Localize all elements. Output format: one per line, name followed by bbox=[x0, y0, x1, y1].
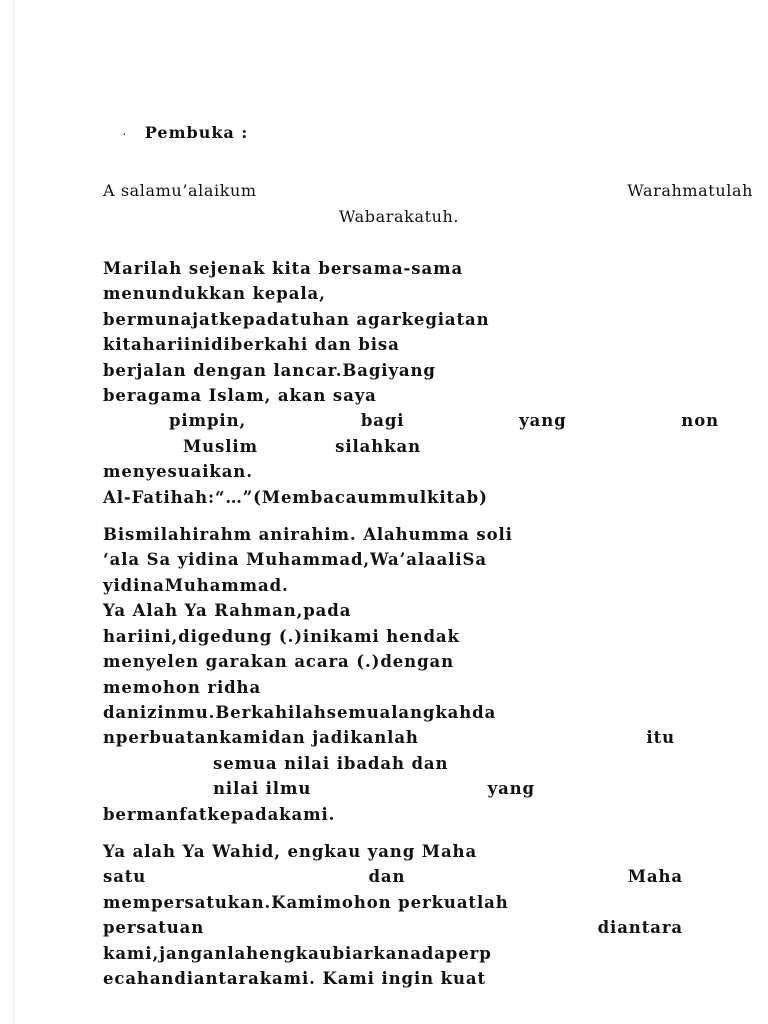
text-line bbox=[103, 624, 683, 649]
text-segment: hariini,digedung (.)inikami hendak bbox=[103, 626, 460, 646]
text-segment: menyesuaikan. bbox=[103, 462, 253, 482]
page-edge-line bbox=[13, 0, 14, 1024]
text-segment: ‘ala Sa yidina Muhammad,Wa’alaaliSa bbox=[103, 550, 487, 570]
text-segment: bagi bbox=[360, 411, 405, 431]
text-segment: bermanfatkepadakami. bbox=[103, 804, 336, 824]
text-line bbox=[103, 256, 683, 281]
text-line bbox=[103, 485, 683, 510]
text-line bbox=[103, 307, 683, 332]
text-segment: nperbuatankamidan jadikanlah bbox=[103, 728, 419, 748]
text-line bbox=[103, 864, 683, 889]
text-line bbox=[103, 547, 683, 572]
text-line bbox=[103, 802, 683, 827]
heading-bullet: · bbox=[123, 128, 127, 139]
text-line bbox=[103, 839, 683, 864]
text-segment: persatuan bbox=[103, 918, 205, 938]
text-segment: Muslim bbox=[183, 436, 258, 456]
text-segment: berjalan dengan lancar.Bagiyang bbox=[103, 360, 436, 380]
text-segment: bermunajatkepadatuhan agarkegiatan bbox=[103, 309, 490, 329]
text-segment: ecahandiantarakami. Kami ingin kuat bbox=[103, 968, 487, 988]
text-segment: menundukkan kepala, bbox=[103, 284, 326, 304]
text-line bbox=[103, 434, 421, 459]
greeting-line-2: Wabarakatuh. bbox=[339, 207, 460, 226]
document-body bbox=[103, 123, 753, 1003]
text-line bbox=[103, 358, 683, 383]
text-line bbox=[103, 700, 683, 725]
text-segment: Ya alah Ya Wahid, engkau yang Maha bbox=[103, 841, 478, 861]
text-line bbox=[103, 776, 535, 801]
paragraph-2 bbox=[103, 522, 683, 827]
text-segment: beragama Islam, akan saya bbox=[103, 386, 377, 406]
text-line bbox=[103, 675, 683, 700]
text-segment: silahkan bbox=[335, 436, 421, 456]
text-segment: yidinaMuhammad. bbox=[103, 575, 289, 595]
paragraph-1 bbox=[103, 256, 719, 510]
text-segment: Al-Fatihah:“…”(Membacaummulkitab) bbox=[103, 487, 488, 507]
text-line bbox=[103, 751, 683, 776]
text-segment: yang bbox=[487, 779, 535, 799]
text-segment: pimpin, bbox=[169, 411, 247, 431]
text-line bbox=[103, 966, 683, 991]
text-line bbox=[103, 383, 683, 408]
text-line bbox=[103, 725, 675, 750]
text-line bbox=[103, 915, 683, 940]
greeting-word: A salamu’alaikum bbox=[103, 181, 257, 200]
text-segment: memohon ridha bbox=[103, 677, 262, 697]
text-segment: danizinmu.Berkahilahsemualangkahda bbox=[103, 702, 497, 722]
text-line bbox=[103, 890, 683, 915]
text-segment: itu bbox=[646, 728, 675, 748]
greeting-line-1 bbox=[103, 178, 753, 204]
text-line bbox=[103, 649, 683, 674]
text-line bbox=[103, 598, 683, 623]
text-segment: Marilah sejenak kita bersama-sama bbox=[103, 259, 464, 278]
text-line bbox=[103, 332, 683, 357]
heading-text: Pembuka : bbox=[144, 123, 249, 142]
text-line bbox=[103, 281, 683, 306]
section-heading bbox=[123, 123, 683, 142]
text-segment: satu bbox=[103, 867, 147, 887]
text-segment: diantara bbox=[597, 918, 683, 938]
greeting-word: Warahmatulah bbox=[627, 181, 753, 200]
text-segment: yang bbox=[519, 411, 567, 431]
text-segment: semua nilai ibadah dan bbox=[213, 753, 449, 773]
text-segment: Bismilahirahm anirahim. Alahumma soli bbox=[103, 525, 513, 545]
text-line bbox=[103, 522, 683, 547]
greeting-block bbox=[103, 178, 753, 230]
text-segment: dan bbox=[368, 867, 406, 887]
text-segment: kitahariinidiberkahi dan bisa bbox=[103, 335, 400, 355]
text-segment: non bbox=[681, 411, 719, 431]
text-segment: menyelen garakan acara (.)dengan bbox=[103, 652, 454, 672]
text-line bbox=[103, 459, 683, 484]
text-line bbox=[103, 573, 683, 598]
text-segment: Maha bbox=[627, 867, 683, 887]
text-line bbox=[103, 941, 683, 966]
paragraph-3 bbox=[103, 839, 683, 991]
text-segment: nilai ilmu bbox=[213, 779, 312, 799]
text-segment: Ya Alah Ya Rahman,pada bbox=[103, 601, 352, 621]
text-segment: kami,janganlahengkaubiarkanadaperp bbox=[103, 943, 492, 963]
text-segment: mempersatukan.Kamimohon perkuatlah bbox=[103, 892, 509, 912]
text-line bbox=[103, 408, 719, 433]
